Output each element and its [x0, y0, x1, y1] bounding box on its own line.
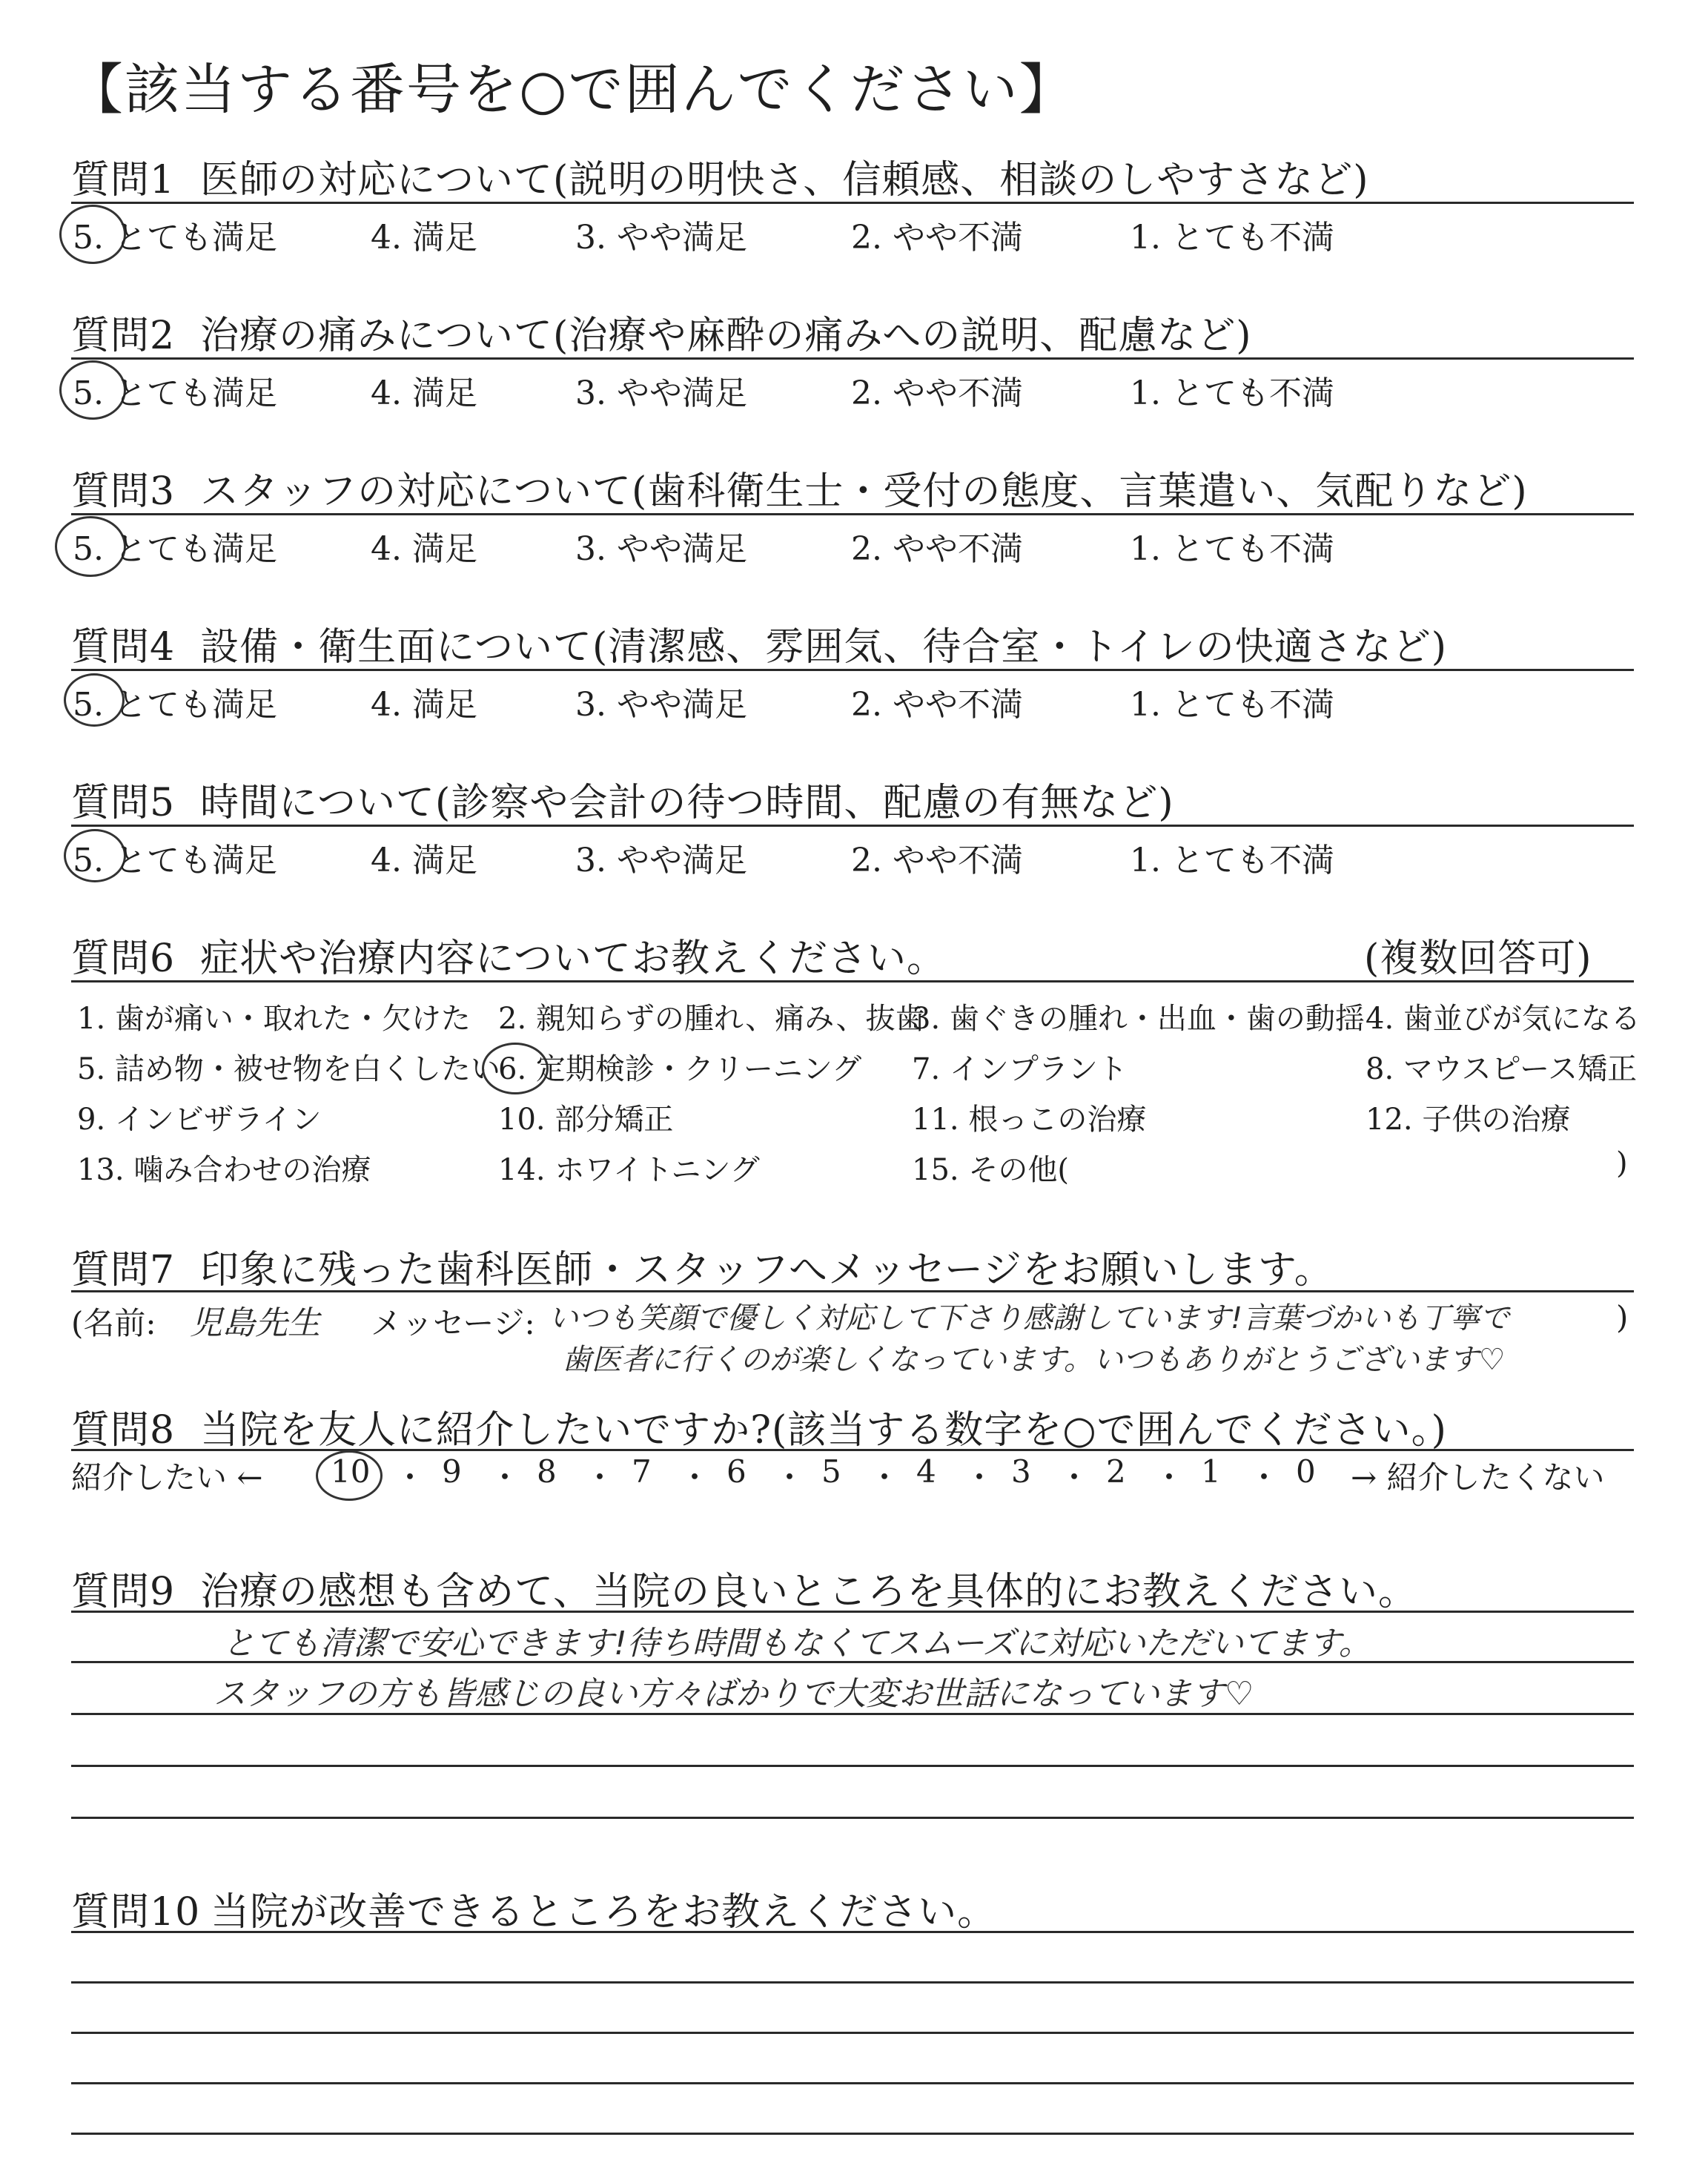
- option-3[interactable]: 3. やや満足: [575, 219, 747, 257]
- option-1[interactable]: 1. とても不満: [1130, 530, 1334, 568]
- question-number: 質問2: [71, 314, 176, 358]
- answer-line: [71, 2032, 1634, 2034]
- treatment-option[interactable]: 14. ホワイトニング: [498, 1153, 760, 1187]
- question-1: [71, 148, 1369, 204]
- scale-separator: ・: [774, 1459, 806, 1496]
- scale-4[interactable]: 4: [916, 1453, 936, 1490]
- question-text: 医師の対応について(説明の明快さ、信頼感、相談のしやすさなど): [200, 158, 1369, 202]
- answer-line: [71, 2133, 1634, 2135]
- divider: [71, 1290, 1634, 1292]
- option-4[interactable]: 4. 満足: [371, 374, 477, 412]
- answer-line: [71, 1765, 1634, 1767]
- option-1[interactable]: 1. とても不満: [1130, 374, 1334, 412]
- scale-separator: ・: [679, 1459, 711, 1496]
- scale-separator: ・: [394, 1459, 426, 1496]
- scale-separator: ・: [869, 1459, 901, 1496]
- multiple-answer-note: (複数回答可): [1364, 937, 1592, 981]
- option-3[interactable]: 3. やや満足: [575, 842, 747, 879]
- divider: [71, 1611, 1634, 1613]
- answer-line: [71, 1981, 1634, 1984]
- option-5[interactable]: 5. とても満足: [73, 842, 277, 879]
- scale-7[interactable]: 7: [632, 1453, 652, 1490]
- scale-separator: ・: [1059, 1459, 1090, 1496]
- scale-2[interactable]: 2: [1106, 1453, 1126, 1490]
- divider: [71, 825, 1634, 827]
- option-4[interactable]: 4. 満足: [371, 530, 477, 568]
- scale-0[interactable]: 0: [1296, 1453, 1316, 1490]
- treatment-option[interactable]: 1. 歯が痛い・取れた・欠けた: [77, 1002, 471, 1036]
- answer-line-1: とても清潔で安心できます!待ち時間もなくてスムーズに対応いただいてます。: [222, 1625, 1371, 1662]
- option-1[interactable]: 1. とても不満: [1130, 842, 1334, 879]
- scale-right-label: → 紹介したくない: [1351, 1459, 1605, 1496]
- treatment-option[interactable]: 2. 親知らずの腫れ、痛み、抜歯: [498, 1002, 925, 1036]
- option-2[interactable]: 2. やや不満: [851, 374, 1023, 412]
- treatment-option[interactable]: 3. 歯ぐきの腫れ・出血・歯の動揺: [912, 1002, 1365, 1036]
- option-2[interactable]: 2. やや不満: [851, 686, 1023, 724]
- option-5[interactable]: 5. とても満足: [73, 686, 277, 724]
- option-2[interactable]: 2. やや不満: [851, 530, 1023, 568]
- option-2[interactable]: 2. やや不満: [851, 219, 1023, 257]
- option-5[interactable]: 5. とても満足: [73, 530, 277, 568]
- question-7: [71, 1238, 1334, 1294]
- scale-separator: ・: [584, 1459, 616, 1496]
- treatment-option[interactable]: 7. インプラント: [912, 1052, 1128, 1086]
- scale-9[interactable]: 9: [442, 1453, 462, 1490]
- name-label: (名前:: [71, 1305, 156, 1341]
- option-4[interactable]: 4. 満足: [371, 219, 477, 257]
- question-number: 質問8: [71, 1408, 176, 1453]
- message-line-2: 歯医者に行くのが楽しくなっています。いつもありがとうございます♡: [562, 1343, 1506, 1377]
- scale-1[interactable]: 1: [1201, 1453, 1221, 1490]
- scale-5[interactable]: 5: [821, 1453, 841, 1490]
- question-5: [71, 771, 1174, 827]
- divider: [71, 669, 1634, 671]
- treatment-option[interactable]: 15. その他(: [912, 1153, 1069, 1187]
- divider: [71, 357, 1634, 360]
- divider: [71, 513, 1634, 515]
- question-text: スタッフの対応について(歯科衛生士・受付の態度、言葉遣い、気配りなど): [200, 469, 1528, 514]
- message-close-paren: ): [1616, 1299, 1629, 1335]
- option-3[interactable]: 3. やや満足: [575, 686, 747, 724]
- question-number: 質問4: [71, 625, 176, 670]
- scale-8[interactable]: 8: [537, 1453, 557, 1490]
- option-2[interactable]: 2. やや不満: [851, 842, 1023, 879]
- page-title: 【該当する番号を○で囲んでください】: [68, 58, 1076, 122]
- question-9: [71, 1560, 1417, 1616]
- question-10: [71, 1880, 996, 1936]
- scale-separator: ・: [1248, 1459, 1280, 1496]
- question-text: 治療の感想も含めて、当院の良いところを具体的にお教えください。: [200, 1570, 1418, 1614]
- treatment-option[interactable]: 6. 定期検診・クリーニング: [498, 1052, 862, 1086]
- scale-3[interactable]: 3: [1011, 1453, 1031, 1490]
- divider: [71, 1449, 1634, 1451]
- question-8: [71, 1398, 1447, 1454]
- message-line-1: いつも笑顔で優しく対応して下さり感謝しています!言葉づかいも丁寧で: [549, 1301, 1510, 1335]
- message-label: メッセージ:: [371, 1305, 535, 1341]
- question-number: 質問6: [71, 937, 176, 981]
- divider: [71, 980, 1634, 982]
- option-3[interactable]: 3. やや満足: [575, 530, 747, 568]
- question-4: [71, 615, 1447, 671]
- question-text: 設備・衛生面について(清潔感、雰囲気、待合室・トイレの快適さなど): [200, 625, 1448, 670]
- answer-line: [71, 1713, 1634, 1715]
- question-text: 治療の痛みについて(治療や麻酔の痛みへの説明、配慮など): [200, 314, 1252, 358]
- question-number: 質問9: [71, 1570, 176, 1614]
- question-text: 当院を友人に紹介したいですか?(該当する数字を○で囲んでください。): [200, 1408, 1447, 1453]
- divider: [71, 202, 1634, 204]
- divider: [71, 1931, 1634, 1933]
- option-3[interactable]: 3. やや満足: [575, 374, 747, 412]
- scale-separator: ・: [1153, 1459, 1185, 1496]
- question-number: 質問1: [71, 158, 176, 202]
- treatment-option[interactable]: 10. 部分矯正: [498, 1103, 674, 1137]
- question-2: [71, 304, 1252, 360]
- name-value: 児島先生: [190, 1304, 320, 1342]
- scale-separator: ・: [489, 1459, 521, 1496]
- treatment-option[interactable]: 4. 歯並びが気になる: [1366, 1002, 1641, 1036]
- option-4[interactable]: 4. 満足: [371, 842, 477, 879]
- treatment-option[interactable]: 9. インビザライン: [77, 1103, 322, 1137]
- answer-line: [71, 1661, 1634, 1663]
- question-3: [71, 460, 1528, 515]
- question-number: 質問5: [71, 781, 176, 825]
- question-text: 印象に残った歯科医師・スタッフへメッセージをお願いします。: [200, 1248, 1334, 1292]
- other-close-paren: ): [1616, 1146, 1628, 1180]
- treatment-option[interactable]: 11. 根っこの治療: [912, 1103, 1147, 1137]
- option-1[interactable]: 1. とても不満: [1130, 219, 1334, 257]
- option-5[interactable]: 5. とても満足: [73, 374, 277, 412]
- scale-separator: ・: [964, 1459, 996, 1496]
- answer-line-2: スタッフの方も皆感じの良い方々ばかりで大変お世話になっています♡: [214, 1675, 1254, 1713]
- question-number: 質問10: [71, 1890, 201, 1935]
- answer-line: [71, 1817, 1634, 1819]
- answer-line: [71, 2082, 1634, 2084]
- question-text: 症状や治療内容についてお教えください。: [200, 937, 947, 981]
- scale-6[interactable]: 6: [726, 1453, 747, 1490]
- option-5[interactable]: 5. とても満足: [73, 219, 277, 257]
- treatment-option[interactable]: 13. 噛み合わせの治療: [77, 1153, 371, 1187]
- scale-left-label: 紹介したい ←: [71, 1459, 263, 1496]
- question-text: 時間について(診察や会計の待つ時間、配慮の有無など): [200, 781, 1174, 825]
- treatment-option[interactable]: 12. 子供の治療: [1366, 1103, 1571, 1137]
- question-number: 質問3: [71, 469, 176, 514]
- treatment-option[interactable]: 8. マウスピース矯正: [1366, 1052, 1638, 1086]
- treatment-option[interactable]: 5. 詰め物・被せ物を白くしたい: [77, 1052, 500, 1086]
- question-number: 質問7: [71, 1248, 176, 1292]
- option-1[interactable]: 1. とても不満: [1130, 686, 1334, 724]
- option-4[interactable]: 4. 満足: [371, 686, 477, 724]
- scale-10[interactable]: 10: [331, 1453, 371, 1490]
- question-6: [71, 927, 946, 982]
- question-text: 当院が改善できるところをお教えください。: [211, 1890, 997, 1935]
